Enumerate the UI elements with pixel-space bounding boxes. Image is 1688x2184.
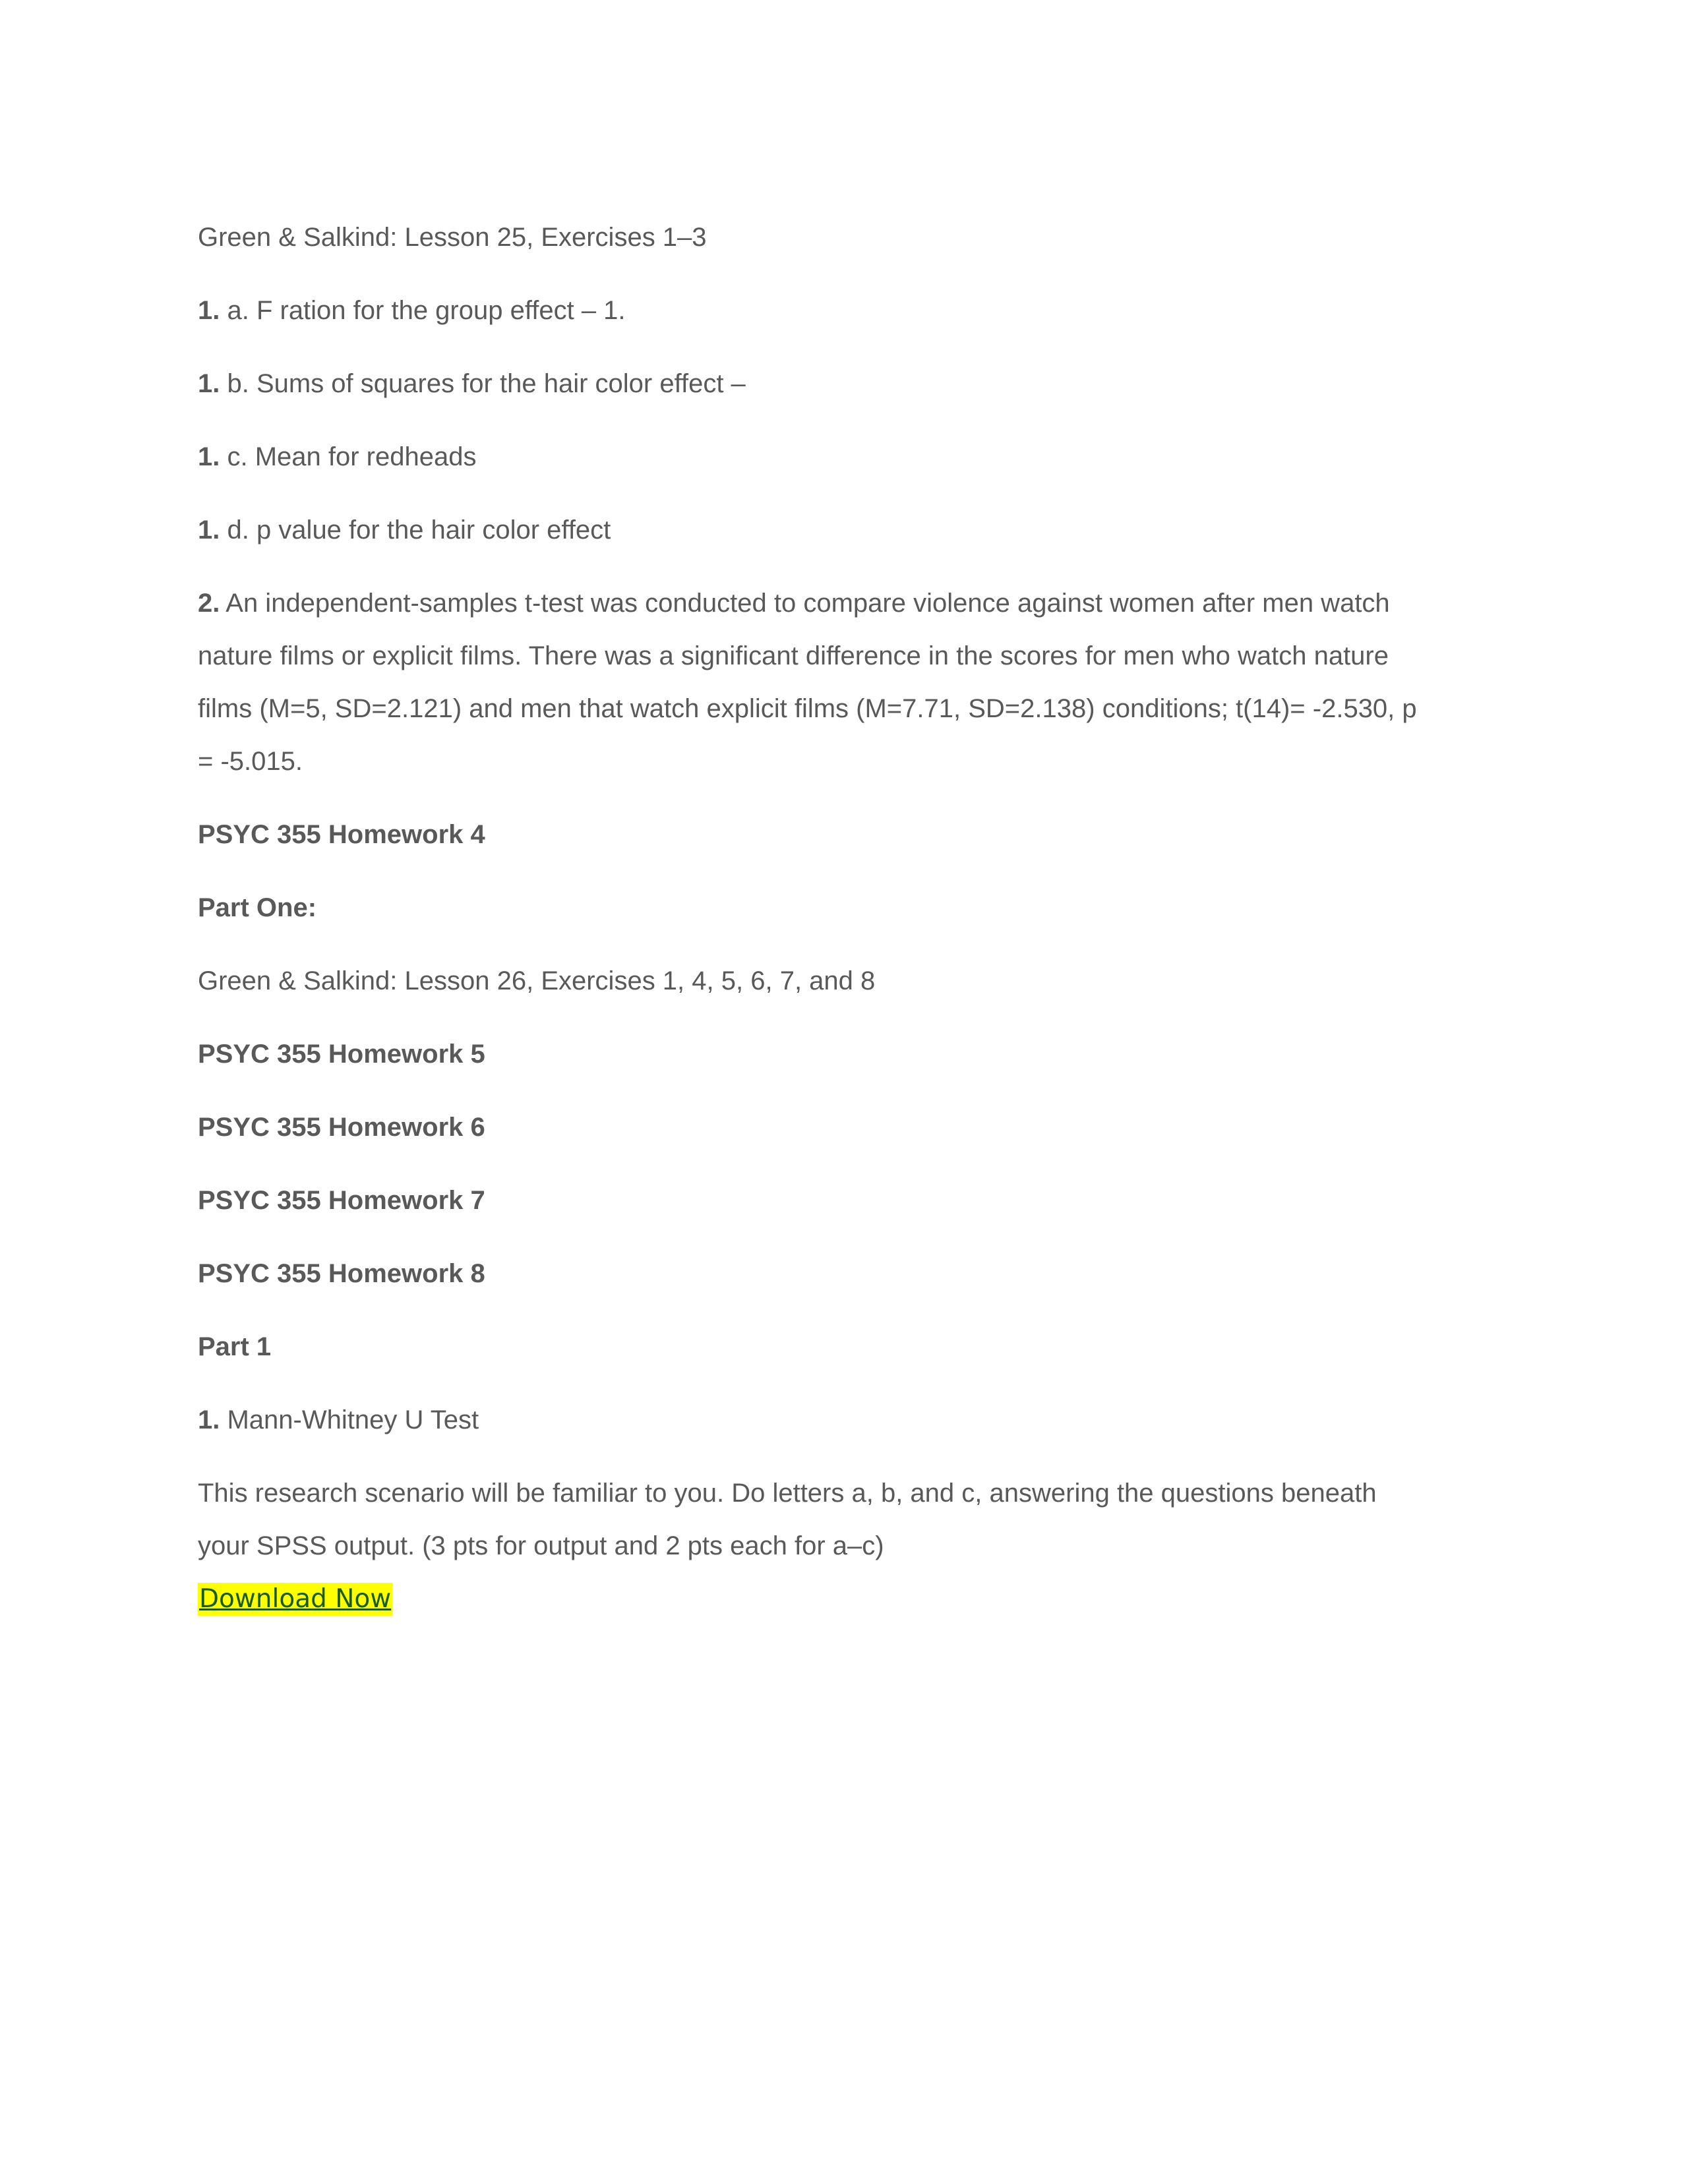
- item-number: 1.: [198, 442, 220, 471]
- homework-5-title: PSYC 355 Homework 5: [198, 1040, 485, 1069]
- item-text: Mann-Whitney U Test: [220, 1405, 479, 1434]
- item-number: 1.: [198, 1405, 220, 1434]
- item-text: a. F ration for the group effect – 1.: [220, 296, 626, 325]
- part-one-heading: Part One:: [198, 893, 317, 922]
- scenario-paragraph: [198, 1467, 1490, 1572]
- q2-line: films (M=5, SD=2.121) and men that watch explicit films (M=7.71, SD=2.138) conditions; t(14)= -2.530, p: [198, 694, 1417, 723]
- item-1c: [198, 430, 1490, 483]
- homework-8-title: PSYC 355 Homework 8: [198, 1259, 485, 1288]
- q2-line: nature films or explicit films. There was a significant difference in the scores for men who watch nature: [198, 641, 1389, 670]
- homework-6-title: PSYC 355 Homework 6: [198, 1113, 485, 1142]
- mann-whitney-item: [198, 1394, 1490, 1446]
- document-body: [198, 211, 1490, 1625]
- item-text: c. Mean for redheads: [220, 442, 477, 471]
- question-2-paragraph: [198, 577, 1490, 788]
- item-1a: [198, 284, 1490, 337]
- scenario-line: your SPSS output. (3 pts for output and 2 pts each for a–c): [198, 1531, 884, 1560]
- download-now-link[interactable]: Download Now: [198, 1583, 392, 1616]
- item-number: 1.: [198, 296, 220, 325]
- homework-7-title: PSYC 355 Homework 7: [198, 1186, 485, 1215]
- homework-4-title: PSYC 355 Homework 4: [198, 820, 485, 849]
- item-1b: [198, 357, 1490, 410]
- item-text: b. Sums of squares for the hair color effect –: [220, 369, 746, 398]
- lesson26-heading: Green & Salkind: Lesson 26, Exercises 1, 4, 5, 6, 7, and 8: [198, 966, 876, 995]
- item-1d: [198, 504, 1490, 556]
- item-number: 2.: [198, 589, 220, 618]
- item-number: 1.: [198, 369, 220, 398]
- q2-line: = -5.015.: [198, 747, 303, 776]
- part-1-heading: Part 1: [198, 1332, 272, 1361]
- lesson25-heading: Green & Salkind: Lesson 25, Exercises 1–3: [198, 223, 707, 252]
- q2-line: [198, 577, 1490, 630]
- item-text: d. p value for the hair color effect: [220, 516, 611, 545]
- item-number: 1.: [198, 516, 220, 545]
- scenario-line: This research scenario will be familiar to you. Do letters a, b, and c, answering the questions beneath: [198, 1479, 1377, 1508]
- q2-text: An independent-samples t-test was conducted to compare violence against women after men watch: [220, 589, 1390, 618]
